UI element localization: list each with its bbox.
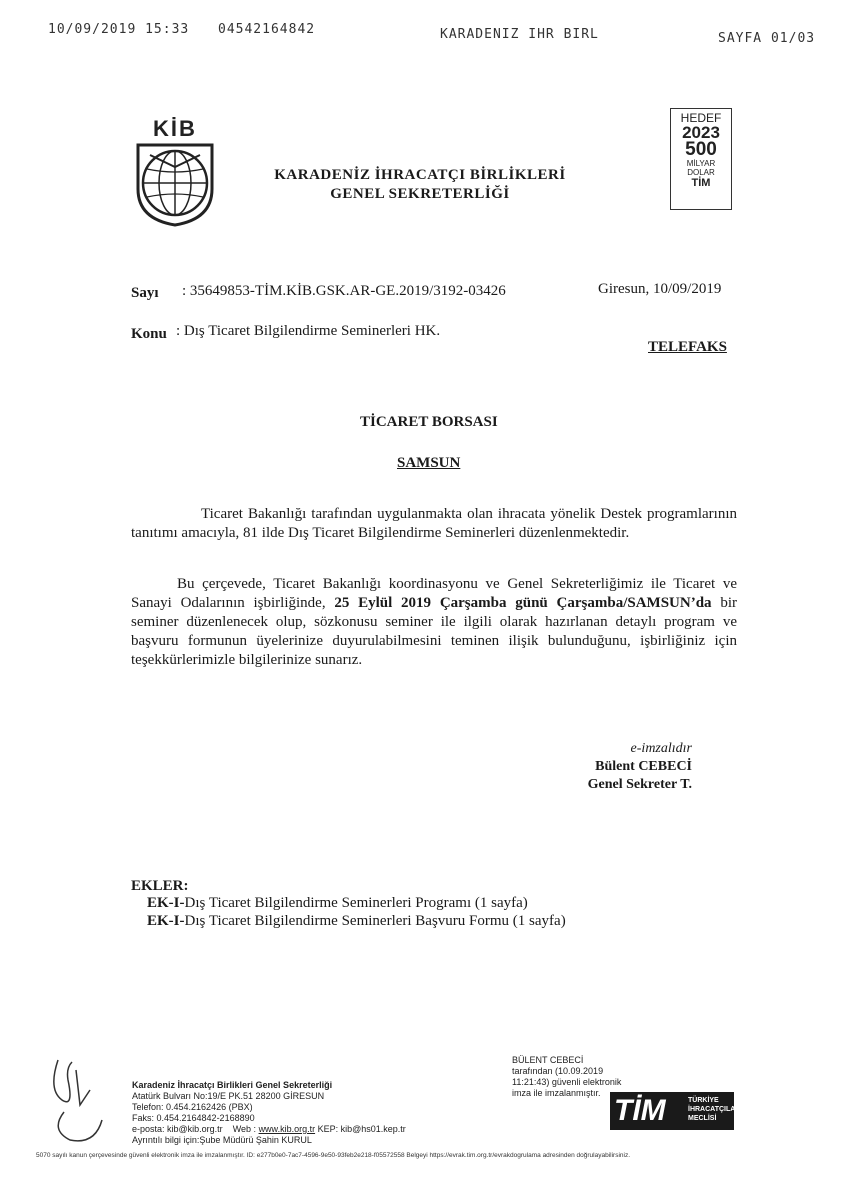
- body-paragraph-2: [131, 575, 737, 670]
- signatory-title: Genel Sekreter T.: [587, 777, 692, 792]
- konu-label: Konu: [131, 326, 167, 342]
- tim-logo-subtitle: TÜRKİYE İHRACATÇILAR MECLİSİ: [688, 1097, 741, 1122]
- hedef-amount: 500: [685, 139, 717, 160]
- hedef-tim: TİM: [691, 177, 711, 189]
- esign-line-3: 11:21:43) güvenli elektronik: [512, 1077, 622, 1087]
- footer-web-link[interactable]: www.kib.org.tr: [258, 1124, 316, 1134]
- hedef-year: 2023: [682, 123, 720, 142]
- kib-logo: [130, 115, 220, 227]
- esign-line-2: tarafından (10.09.2019: [512, 1066, 604, 1076]
- footer-contact-person: Ayrıntılı bilgi için:Şube Müdürü Şahin KURUL: [132, 1135, 312, 1145]
- attachments-list: [147, 894, 566, 930]
- organization-title: [240, 166, 600, 204]
- sayi-value: : 35649853-TİM.KİB.GSK.AR-GE.2019/3192-03426: [182, 283, 506, 299]
- legal-notice: 5070 sayılı kanun çerçevesinde güvenli elektronik imza ile imzalanmıştır. ID: e277b0e0-7ac7-4596-9e50-93feb2e218-f05572558 Belgeyi https://evrak.tim.org.tr/evrakdogrulama adresinden doğrulayabilirsiniz.: [36, 1152, 631, 1159]
- footer-web-line: [132, 1124, 406, 1135]
- signature-block: [540, 740, 692, 794]
- footer-fax: Faks: 0.454.2164842-2168890: [132, 1113, 255, 1123]
- fax-datetime: 10/09/2019 15:33: [48, 22, 190, 37]
- fax-phone: 04542164842: [218, 22, 316, 37]
- konu-value: : Dış Ticaret Bilgilendirme Seminerleri HK.: [176, 323, 441, 339]
- attachment-item: EK-I-Dış Ticaret Bilgilendirme Seminerleri Başvuru Formu (1 sayfa): [147, 913, 566, 929]
- organization-line-2: GENEL SEKRETERLİĞİ: [330, 186, 510, 202]
- body-paragraph-1: Ticaret Bakanlığı tarafından uygulanmakta olan ihracata yönelik Destek programlarının tanıtımı amacıyla, 81 ilde Dış Ticaret Bilgilendirme Seminerleri düzenlenmektedir.: [131, 506, 737, 541]
- fax-sender: KARADENIZ IHR BIRL: [440, 27, 599, 42]
- footer-web-label: Web :: [232, 1124, 257, 1134]
- tim-logo: [610, 1092, 741, 1130]
- kib-globe-icon: [130, 115, 220, 227]
- hedef-unit-2: DOLAR: [687, 168, 715, 177]
- attachment-item: EK-I-Dış Ticaret Bilgilendirme Seminerleri Programı (1 sayfa): [147, 895, 528, 911]
- tim-logo-text: TİM: [614, 1094, 666, 1127]
- esign-stamp-text: [512, 1055, 621, 1099]
- seminar-date-location: 25 Eylül 2019 Çarşamba günü Çarşamba/SAMSUN’da: [334, 595, 712, 611]
- footer-phone: Telefon: 0.454.2162426 (PBX): [132, 1102, 253, 1112]
- body-paragraph-2-start: Bu çerçevede, Ticaret Bakanlığı koordinasyonu ve Genel Sekreterliğimiz ile Ticaret ve Sanayi Odalarının işbirliğinde,: [131, 576, 737, 611]
- handwritten-paraph-icon: [40, 1050, 120, 1150]
- sayi-label: Sayı: [131, 285, 159, 301]
- footer-address: Atatürk Bulvarı No:19/E PK.51 28200 GİRESUN: [132, 1091, 325, 1101]
- esign-line-4: imza ile imzalanmıştır.: [512, 1088, 601, 1098]
- footer-email[interactable]: e-posta: kib@kib.org.tr: [132, 1124, 223, 1134]
- attachments-label: EKLER:: [131, 878, 189, 894]
- footer-kep: KEP: kib@hs01.kep.tr: [317, 1124, 406, 1134]
- esign-name: BÜLENT CEBECİ: [512, 1055, 584, 1065]
- signatory-name: Bülent CEBECİ: [595, 759, 692, 774]
- hedef-text: HEDEF: [680, 111, 722, 125]
- recipient-line-1: TİCARET BORSASI: [360, 414, 498, 430]
- footer-org: Karadeniz İhracatçı Birlikleri Genel Sekreterliği: [132, 1080, 333, 1090]
- body-paragraph-2-end: bir seminer düzenlenecek olup, sözkonusu seminer ile ilgili olarak hazırlanan detaylı program ve başvuru formunun üyelerinize duyurulabilmesini teminen ilişik bulunduğunu, işbirliğiniz için teşekkürlerimizle bilgilerinize sunarız.: [131, 595, 737, 668]
- fax-page-number: SAYFA 01/03: [718, 31, 816, 46]
- organization-line-1: KARADENİZ İHRACATÇI BİRLİKLERİ: [274, 167, 566, 183]
- recipient-line-2: SAMSUN: [397, 455, 461, 471]
- hedef-unit-1: MİLYAR: [686, 159, 716, 168]
- telefaks-label: TELEFAKS: [648, 339, 727, 355]
- svg-text:KİB: KİB: [153, 116, 197, 141]
- hedef-2023-logo: [670, 108, 732, 210]
- place-date: Giresun, 10/09/2019: [598, 281, 722, 297]
- footer-contact: [132, 1080, 406, 1146]
- e-signed-note: e-imzalıdır: [630, 741, 692, 756]
